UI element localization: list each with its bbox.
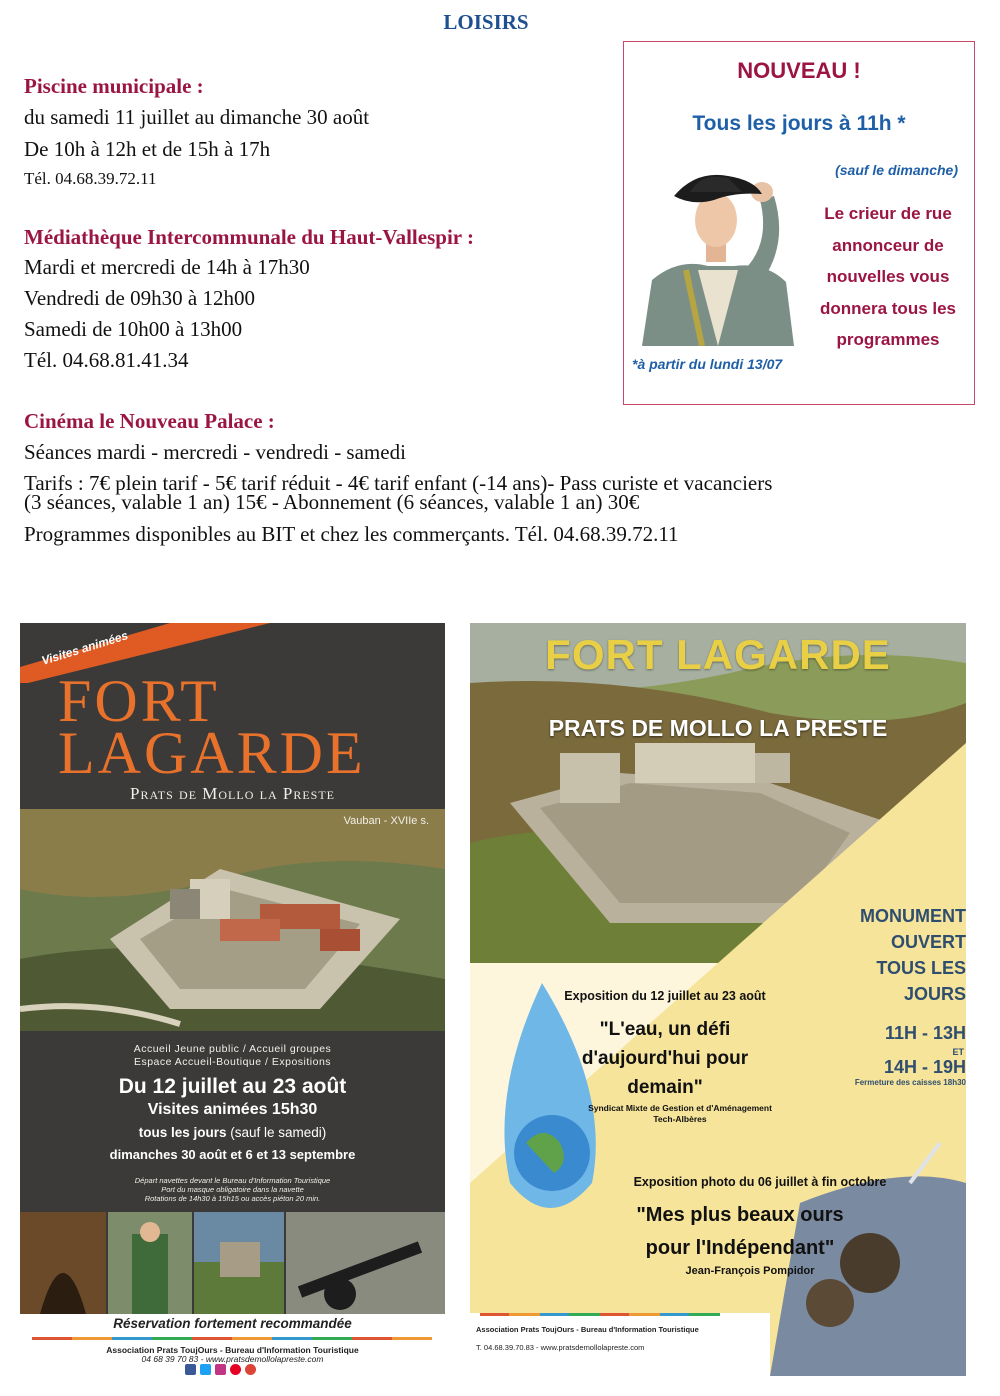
mediatheque-heading: Médiathèque Intercommunale du Haut-Vallespir : [24, 225, 474, 249]
facebook-icon[interactable] [185, 1364, 196, 1375]
fort-aerial-photo [20, 809, 445, 1031]
poster1-vauban: Vauban - XVIIe s. [343, 815, 429, 827]
poster2-hours-1: 11H - 13H [884, 1023, 966, 1043]
nouveau-exception: (sauf le dimanche) [835, 162, 958, 178]
nouveau-desc-line: Le crieur de rue [824, 204, 952, 223]
poster1-note-1: Départ navettes devant le Bureau d'Information Touristique [134, 1176, 331, 1185]
poster1-title-lagarde: LAGARDE [58, 720, 366, 786]
poster1-sundays: dimanches 30 août et 6 et 13 septembre [109, 1147, 356, 1162]
nouveau-desc-line: programmes [836, 330, 940, 349]
poster2-monument-line: JOURS [903, 984, 966, 1004]
poster1-dates: Du 12 juillet au 23 août [118, 1075, 347, 1098]
expo1-org-2: Tech-Albères [653, 1114, 707, 1124]
google-plus-icon[interactable] [245, 1364, 256, 1375]
expo2-title-line: pour l'Indépendant" [645, 1237, 835, 1259]
expo1-title-line: d'aujourd'hui pour [581, 1048, 749, 1069]
pinterest-icon[interactable] [230, 1364, 241, 1375]
nouveau-desc-line: annonceur de [832, 235, 944, 255]
poster-visites-animees [20, 623, 445, 1376]
poster1-visits: Visites animées 15h30 [147, 1101, 318, 1118]
mediatheque-line-3: Samedi de 10h00 à 13h00 [24, 317, 243, 341]
poster1-days [20, 1125, 445, 1140]
mediatheque-phone: Tél. 04.68.81.41.34 [24, 348, 189, 372]
cinema-sessions: Séances mardi - mercredi - vendredi - samedi [24, 440, 406, 464]
poster1-note-2: Port du masque obligatoire dans la navette [161, 1185, 304, 1194]
nouveau-footnote: *à partir du lundi 13/07 [632, 356, 783, 372]
page-title: LOISIRS [443, 10, 529, 34]
expo2-title [590, 1199, 890, 1265]
nouveau-description [804, 198, 972, 356]
color-stripe [480, 1313, 720, 1316]
mediatheque-line-1: Mardi et mercredi de 14h à 17h30 [24, 255, 310, 279]
expo2-dates: Exposition photo du 06 juillet à fin octobre [633, 1175, 887, 1189]
piscine-phone: Tél. 04.68.39.72.11 [24, 169, 157, 188]
poster1-services-1: Accueil Jeune public / Accueil groupes [133, 1043, 332, 1055]
piscine-dates: du samedi 11 juillet au dimanche 30 août [24, 105, 370, 129]
poster2-monument-line: OUVERT [890, 932, 966, 952]
nouveau-title: NOUVEAU ! [737, 58, 861, 83]
poster1-services-2: Espace Accueil-Boutique / Expositions [133, 1056, 332, 1068]
photo-strip [20, 1212, 445, 1314]
mediatheque-line-2: Vendredi de 09h30 à 12h00 [24, 286, 255, 310]
poster2-subtitle: PRATS DE MOLLO LA PRESTE [548, 715, 888, 741]
nouveau-schedule: Tous les jours à 11h * [692, 112, 906, 135]
poster-fort-lagarde-expositions [470, 623, 966, 1376]
expo1-org-1: Syndicat Mixte de Gestion et d'Aménagement [588, 1103, 772, 1113]
poster2-et: ET [952, 1047, 964, 1057]
town-crier-photo [638, 170, 798, 346]
cinema-programs: Programmes disponibles au BIT et chez les commerçants. Tél. 04.68.39.72.11 [24, 522, 679, 546]
poster2-monument [806, 903, 966, 1007]
expo1-title-line: "L'eau, un défi [599, 1019, 731, 1040]
poster1-note-3: Rotations de 14h30 à 15h15 ou accès piéton 20 min. [144, 1194, 321, 1203]
poster2-contact: T. 04.68.39.70.83 - www.pratsdemollolapreste.com [476, 1343, 645, 1352]
poster2-monument-line: TOUS LES [876, 958, 966, 978]
poster1-badge: Visites animées [39, 628, 130, 668]
twitter-icon[interactable] [200, 1364, 211, 1375]
expo2-author: Jean-François Pompidor [685, 1265, 815, 1277]
nouveau-desc-line: donnera tous les [819, 298, 957, 318]
cinema-subscriptions: (3 séances, valable 1 an) 15€ - Abonnement (6 séances, valable 1 an) 30€ [24, 490, 640, 514]
expo1-title [530, 1015, 800, 1102]
poster1-assoc: Association Prats ToujOurs - Bureau d'Information Touristique [106, 1345, 359, 1355]
nouveau-desc-line: nouvelles vous [826, 267, 950, 286]
piscine-heading: Piscine municipale : [24, 74, 204, 98]
social-icons [185, 1364, 256, 1375]
poster2-fermeture: Fermeture des caisses 18h30 [854, 1078, 966, 1087]
poster2-hours-2: 14H - 19H [883, 1057, 966, 1077]
cinema-prices: Tarifs : 7€ plein tarif - 5€ tarif réduit - 4€ tarif enfant (-14 ans)- Pass curiste et vacanciers [24, 471, 773, 495]
cinema-heading: Cinéma le Nouveau Palace : [24, 409, 275, 433]
expo1-dates: Exposition du 12 juillet au 23 août [564, 989, 766, 1003]
poster2-assoc: Association Prats ToujOurs - Bureau d'Information Touristique [476, 1325, 699, 1334]
color-stripe [32, 1337, 432, 1340]
poster1-days-bold: tous les jours [138, 1125, 227, 1140]
expo2-title-line: "Mes plus beaux ours [636, 1204, 844, 1226]
poster2-title: FORT LAGARDE [545, 631, 891, 678]
poster1-contact: 04 68 39 70 83 - www.pratsdemollolapreste.com [141, 1354, 324, 1364]
instagram-icon[interactable] [215, 1364, 226, 1375]
poster1-subtitle: Prats de Mollo la Preste [129, 784, 336, 803]
poster1-title-fort: FORT [58, 668, 220, 734]
poster2-monument-line: MONUMENT [860, 906, 966, 926]
piscine-hours: De 10h à 12h et de 15h à 17h [24, 137, 271, 161]
poster1-reservation: Réservation fortement recommandée [113, 1316, 352, 1331]
poster1-days-rest: (sauf le samedi) [226, 1125, 327, 1140]
expo1-title-line: demain" [627, 1077, 703, 1098]
nouveau-box [623, 41, 975, 405]
